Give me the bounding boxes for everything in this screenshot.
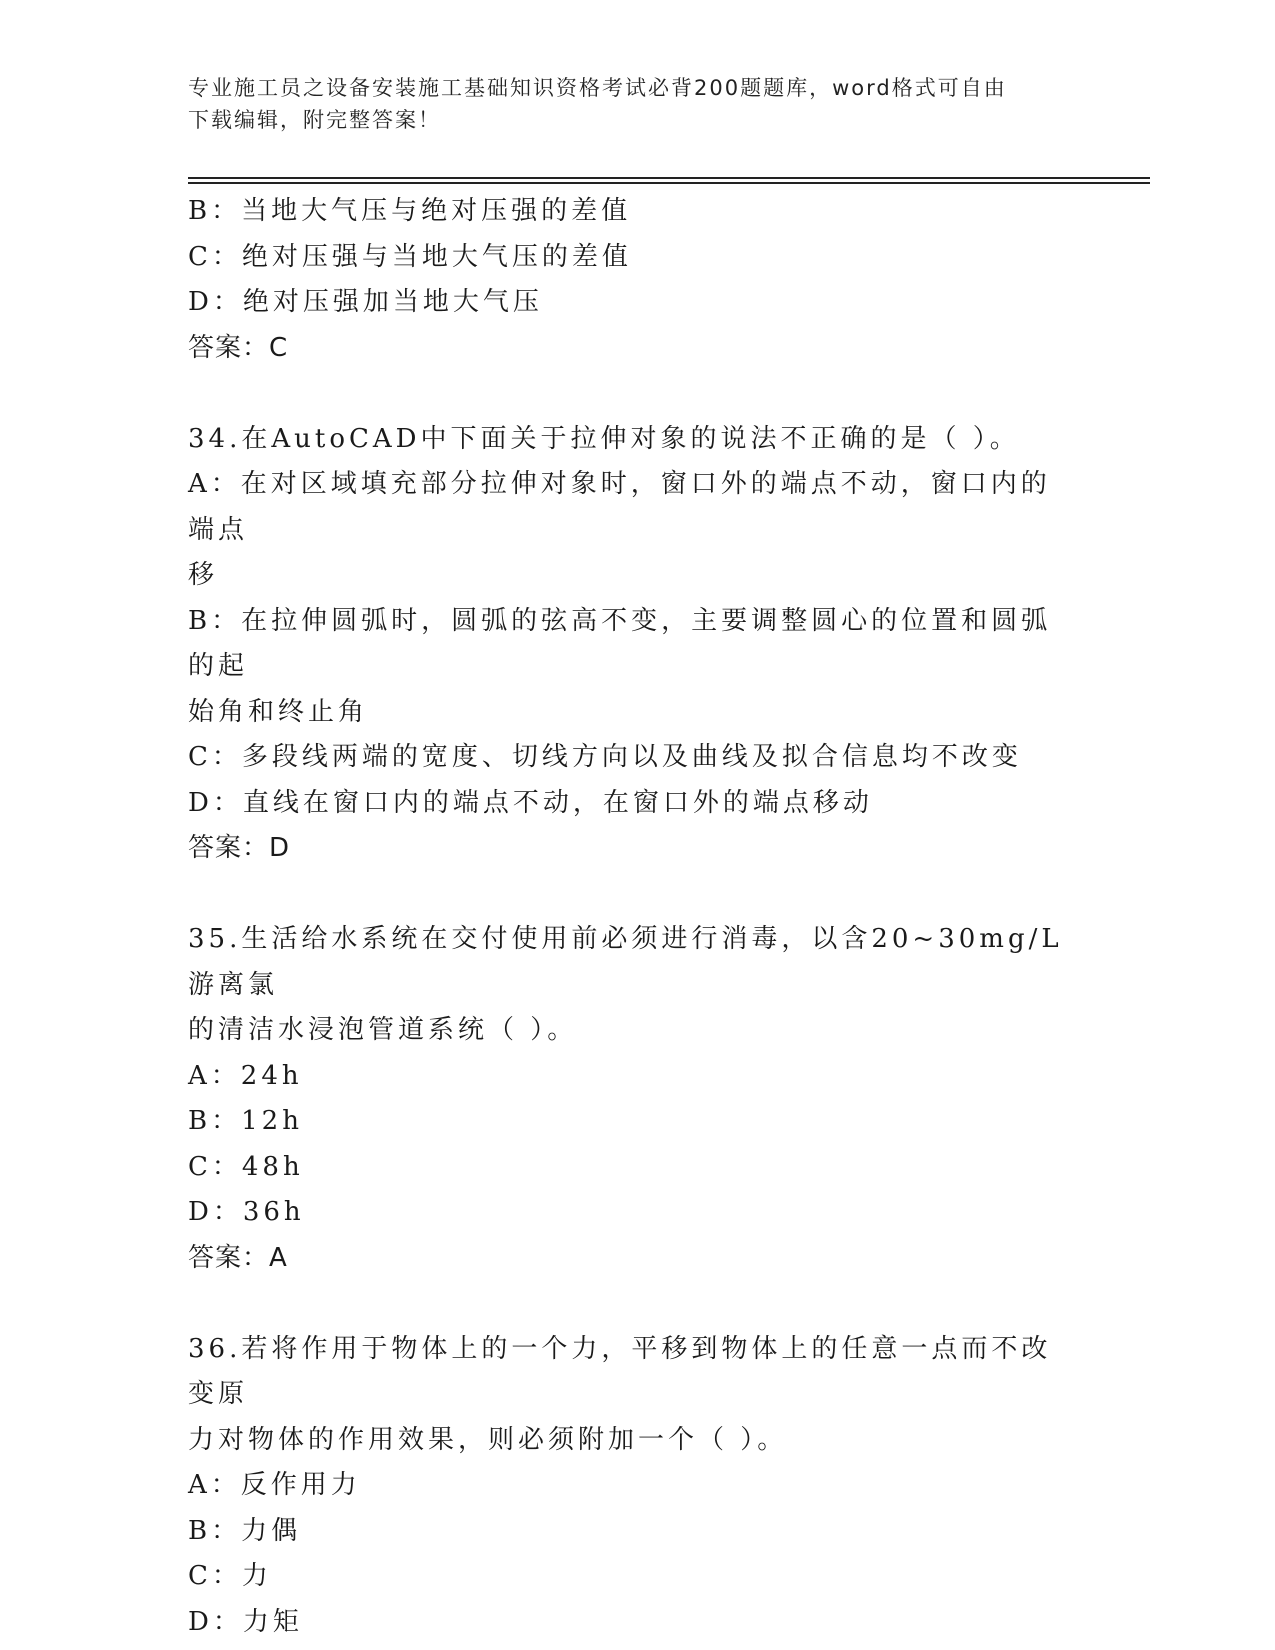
option-d: D：绝对压强加当地大气压 (188, 287, 543, 317)
question-36 (188, 1327, 1068, 1646)
question-stem-line-2: 力对物体的作用效果，则必须附加一个（ ）。 (188, 1424, 788, 1455)
option-c: C：绝对压强与当地大气压的差值 (188, 241, 632, 272)
question-list (188, 189, 1068, 1645)
header-line-2: 下载编辑，附完整答案！ (188, 108, 441, 132)
answer: 答案：C (188, 332, 289, 363)
option-b: B：力偶 (188, 1515, 302, 1546)
header-line-1: 专业施工员之设备安装施工基础知识资格考试必背200题题库，word格式可自由 (188, 76, 1007, 100)
option-b-line-1: B：在拉伸圆弧时，圆弧的弦高不变，主要调整圆心的位置和圆弧的起 (188, 605, 1052, 681)
question-stem-line-2: 的清洁水浸泡管道系统（ ）。 (188, 1015, 578, 1045)
option-a: A：反作用力 (188, 1470, 361, 1500)
question-stem-line-1: 36.若将作用于物体上的一个力，平移到物体上的任意一点而不改变原 (188, 1333, 1052, 1409)
option-b: B：12h (188, 1106, 303, 1136)
question-34 (188, 417, 1068, 872)
question-33-continued (188, 189, 1068, 371)
option-b: B：当地大气压与绝对压强的差值 (188, 196, 632, 226)
spacer (188, 371, 1068, 417)
option-a-line-2: 移 (188, 560, 219, 590)
question-stem-line-1: 35.生活给水系统在交付使用前必须进行消毒，以含20~30mg/L游离氯 (188, 924, 1063, 1000)
option-c: C：多段线两端的宽度、切线方向以及曲线及拟合信息均不改变 (188, 742, 1022, 772)
option-a: A：24h (188, 1060, 303, 1091)
header-rule-bottom (188, 182, 1150, 184)
header-rule-top (188, 177, 1150, 179)
spacer (188, 872, 1068, 918)
spacer (188, 1281, 1068, 1327)
option-d: D：力矩 (188, 1606, 303, 1637)
question-35 (188, 917, 1068, 1281)
option-c: C：力 (188, 1561, 272, 1591)
option-d: D：直线在窗口内的端点不动，在窗口外的端点移动 (188, 787, 873, 818)
answer: 答案：A (188, 1242, 288, 1273)
option-d: D：36h (188, 1197, 305, 1227)
answer: 答案：D (188, 833, 291, 863)
question-stem: 34.在AutoCAD中下面关于拉伸对象的说法不正确的是（ ）。 (188, 423, 1020, 454)
option-b-line-2: 始角和终止角 (188, 696, 369, 727)
page-header (188, 72, 1068, 136)
option-a-line-1: A：在对区域填充部分拉伸对象时，窗口外的端点不动，窗口内的端点 (188, 469, 1051, 545)
option-c: C：48h (188, 1151, 304, 1182)
